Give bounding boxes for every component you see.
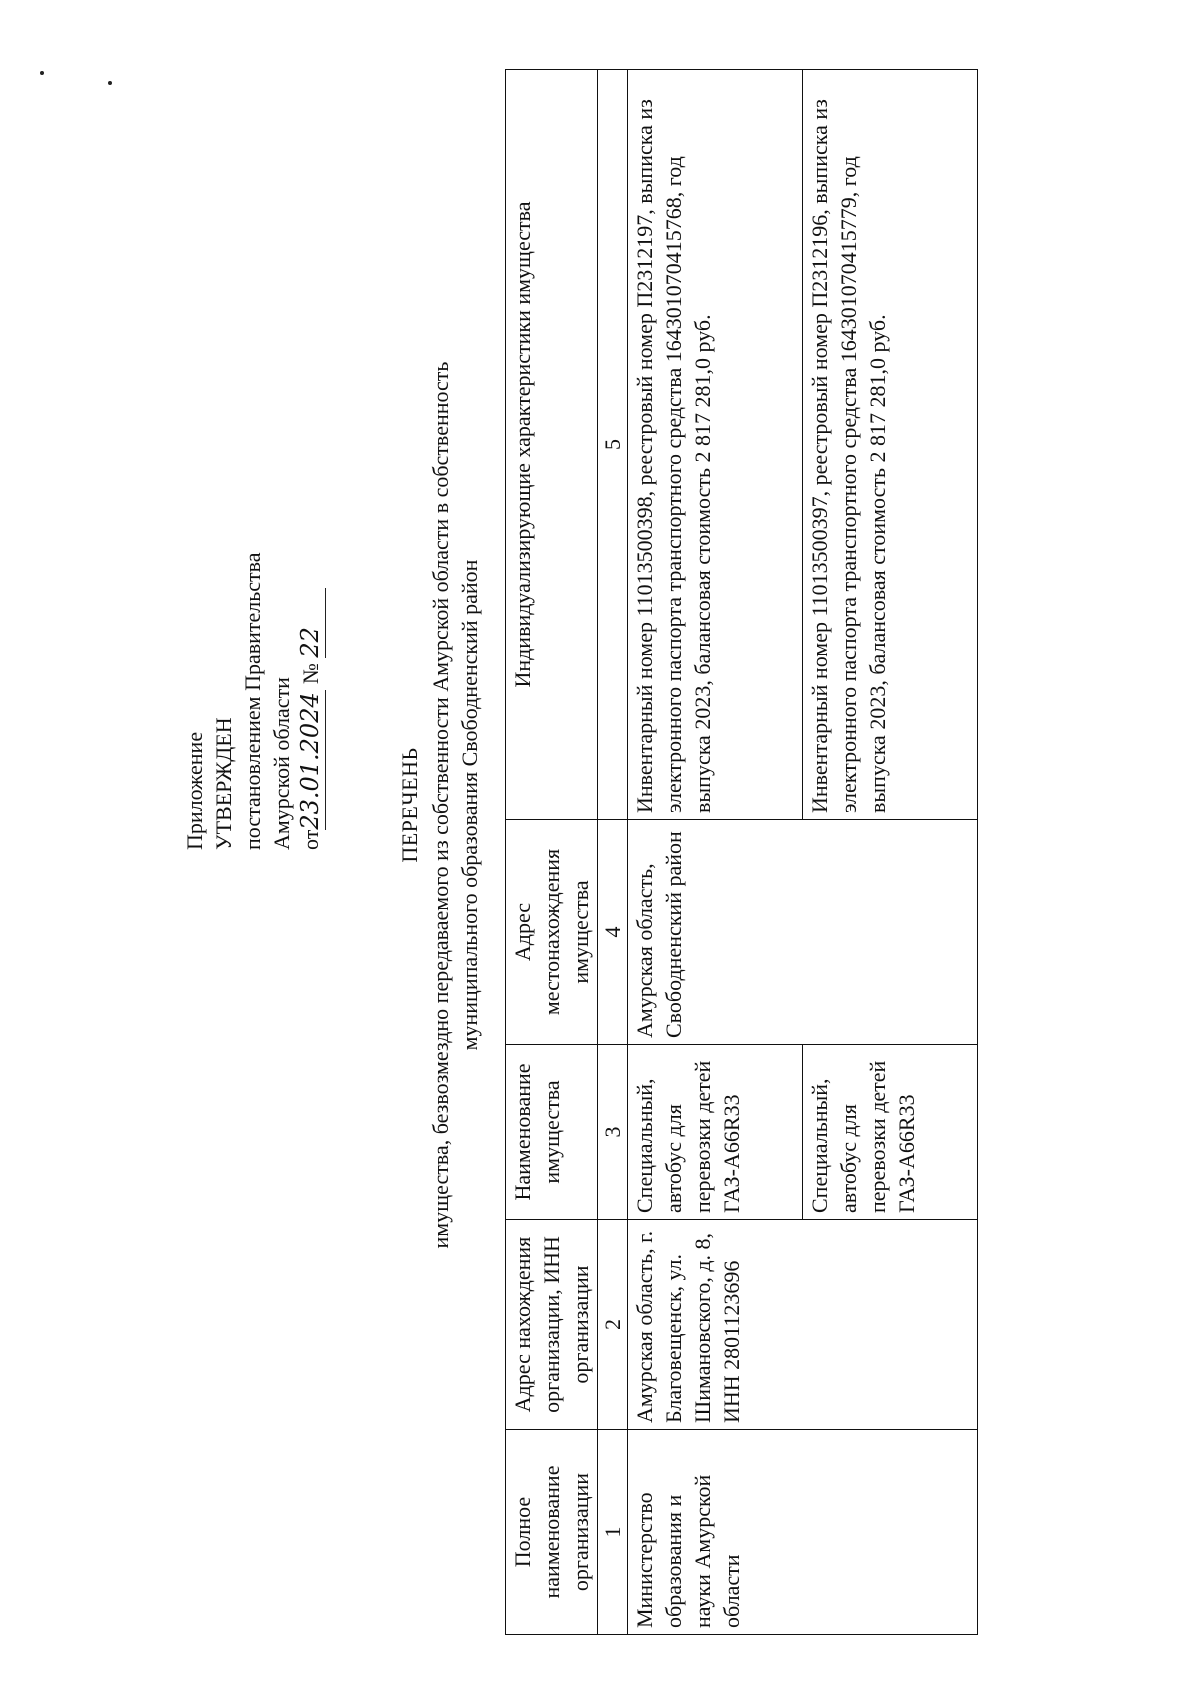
approval-appendix: Приложение — [182, 731, 207, 850]
approval-region: Амурской области — [269, 677, 294, 850]
header-organization: Полное наименование организации — [506, 1430, 598, 1635]
handwritten-number: 22 — [296, 588, 326, 658]
header-property-location: Адрес местонахождения имущества — [506, 820, 598, 1045]
organization-address: Амурская область, г. Благовещенск, ул. Шимановского, д. 8, ИНН 2801123696 — [628, 1220, 978, 1430]
table-row — [628, 70, 803, 1635]
col-number: 3 — [598, 1045, 628, 1220]
document-title — [395, 115, 484, 1495]
scan-speck — [108, 81, 112, 85]
approval-resolution: постановлением Правительства — [240, 552, 265, 850]
date-prefix: от — [298, 829, 323, 850]
approval-stamp — [180, 552, 326, 850]
property-name: Специальный, автобус для перевозки детей ГАЗ-А66R33 — [628, 1045, 803, 1220]
property-name: Специальный, автобус для перевозки детей ГАЗ-А66R33 — [803, 1045, 978, 1220]
property-characteristics: Инвентарный номер 11013500397, реестровый номер П2312196, выписка из электронного паспорта транспортного средства 164301070415779, год выпуска 2023, балансовая стоимость 2 817 281,0 руб. — [803, 70, 978, 820]
title-line-1: имущества, безвозмездно передаваемого из собственности Амурской области в собственность — [428, 361, 453, 1249]
col-number: 4 — [598, 820, 628, 1045]
property-location: Амурская область, Свободненский район — [628, 820, 978, 1045]
handwritten-date: 23.01.2024 — [296, 690, 326, 830]
scan-speck — [40, 71, 44, 75]
col-number: 5 — [598, 70, 628, 820]
title-heading: ПЕРЕЧЕНЬ — [397, 747, 422, 863]
organization-name: Министерство образования и науки Амурской области — [628, 1430, 978, 1635]
col-number: 1 — [598, 1430, 628, 1635]
property-table — [505, 69, 978, 1635]
col-number: 2 — [598, 1220, 628, 1430]
property-characteristics: Инвентарный номер 11013500398, реестровый номер П2312197, выписка из электронного паспорта транспортного средства 164301070415768, год выпуска 2023, балансовая стоимость 2 817 281,0 руб. — [628, 70, 803, 820]
title-line-2: муниципального образования Свободненский район — [457, 559, 482, 1051]
number-row — [598, 70, 628, 1635]
number-prefix: № — [298, 663, 323, 685]
approval-approved: УТВЕРЖДЕН — [211, 717, 236, 850]
header-row — [506, 70, 598, 1635]
approval-date-line — [296, 552, 326, 850]
header-property-name: Наименование имущества — [506, 1045, 598, 1220]
header-org-address: Адрес нахождения организации, ИНН организации — [506, 1220, 598, 1430]
header-characteristics: Индивидуализирующие характеристики имущества — [506, 70, 598, 820]
